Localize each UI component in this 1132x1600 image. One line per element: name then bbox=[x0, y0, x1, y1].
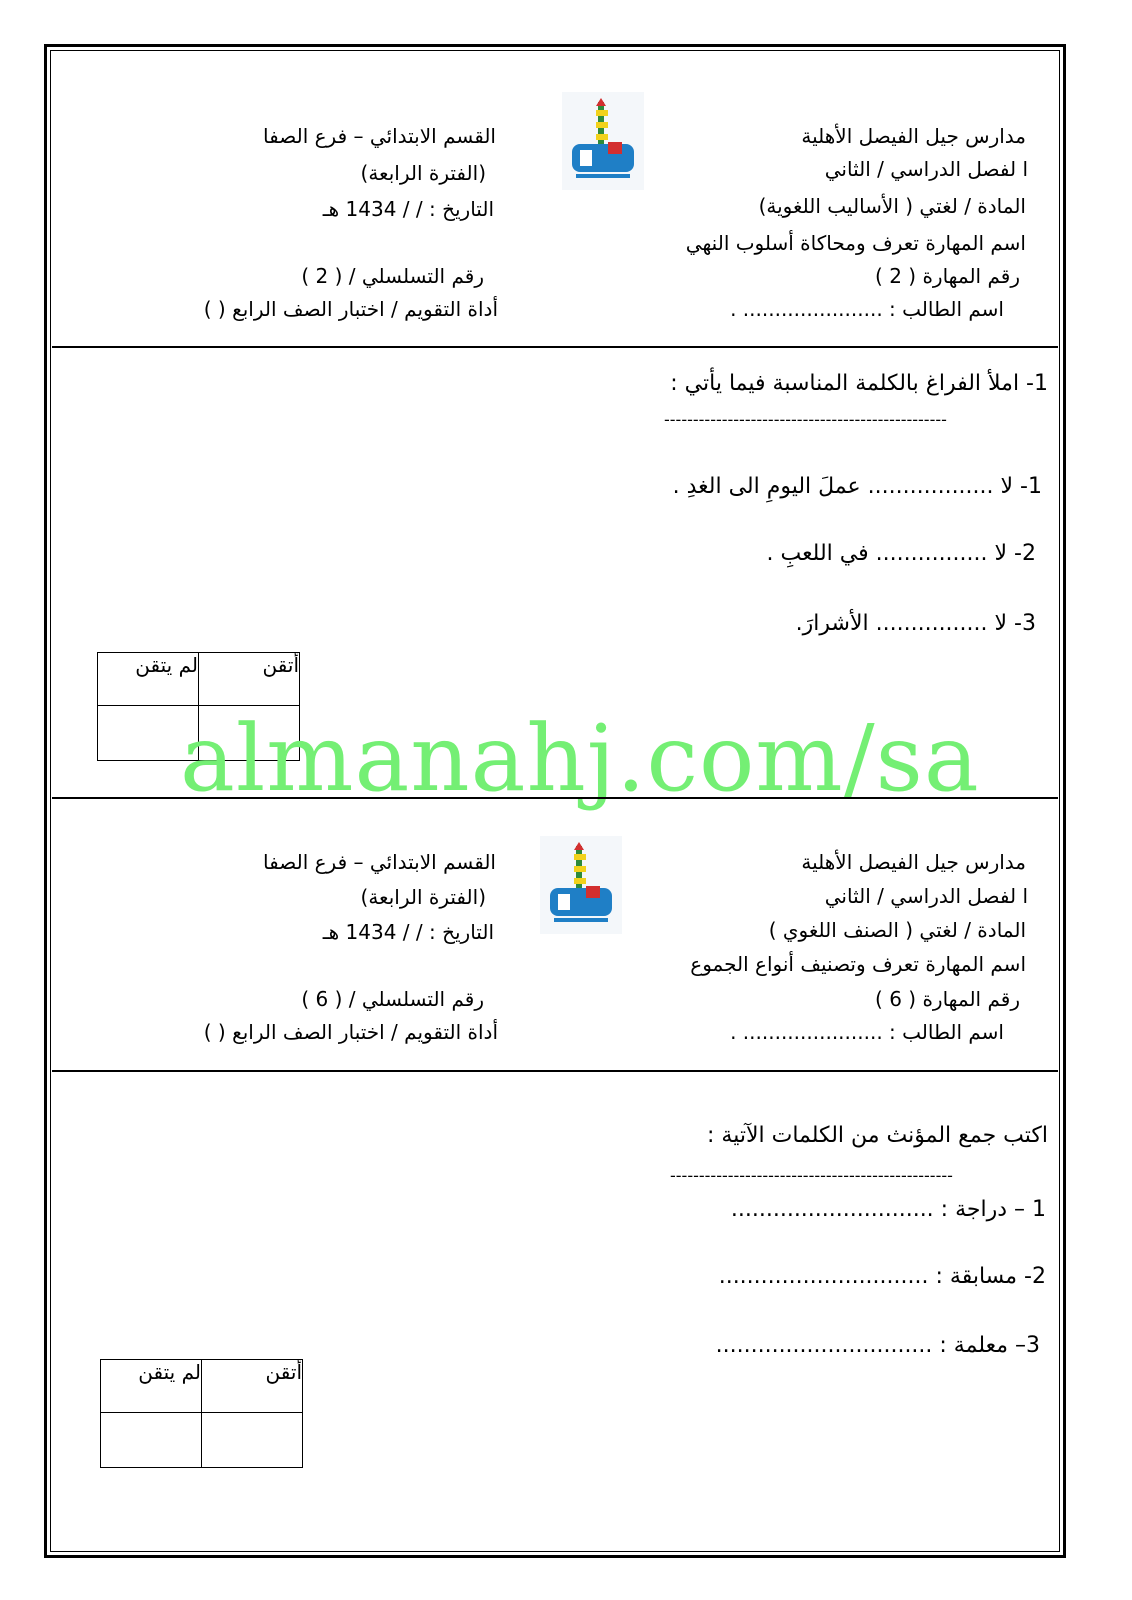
subject: المادة / لغتي ( الأساليب اللغوية) bbox=[758, 194, 1026, 218]
grade-mastered-cell[interactable] bbox=[202, 1413, 303, 1468]
student-name-field: اسم الطالب : ...................... . bbox=[730, 297, 1004, 321]
grade-mastered-header: أتقن bbox=[202, 1360, 303, 1413]
list-item: 3– معلمة : ............................... bbox=[715, 1333, 1040, 1358]
list-item: 2- مسابقة : .............................. bbox=[718, 1264, 1046, 1289]
student-name-field: اسم الطالب : ...................... . bbox=[730, 1020, 1004, 1044]
divider bbox=[52, 797, 1058, 799]
assessment-tool: أداة التقويم / اختبار الصف الرابع ( ) bbox=[203, 1020, 498, 1044]
watermark: almanahj.com/sa bbox=[180, 705, 980, 812]
list-item: 2- لا ................ في اللعبِ . bbox=[766, 541, 1036, 566]
division: القسم الابتدائي – فرع الصفا bbox=[263, 850, 496, 874]
school-name: مدارس جيل الفيصل الأهلية bbox=[801, 850, 1026, 874]
skill-number: رقم المهارة ( 6 ) bbox=[875, 987, 1020, 1011]
school-logo-icon bbox=[540, 836, 622, 934]
division: القسم الابتدائي – فرع الصفا bbox=[263, 124, 496, 148]
serial-number: رقم التسلسلي / ( 2 ) bbox=[301, 264, 484, 288]
period: (الفترة الرابعة) bbox=[360, 885, 486, 909]
grade-not-mastered-header: لم يتقن bbox=[98, 653, 199, 706]
grade-mastered-header: أتقن bbox=[199, 653, 300, 706]
divider bbox=[52, 1070, 1058, 1072]
assessment-tool: أداة التقويم / اختبار الصف الرابع ( ) bbox=[203, 297, 498, 321]
date: التاريخ : / / 1434 هـ bbox=[322, 197, 494, 221]
subject: المادة / لغتي ( الصنف اللغوي ) bbox=[768, 918, 1026, 942]
underline-dashes: ------------------------------------------------- bbox=[670, 1166, 953, 1185]
list-item: 3- لا ................ الأشرارَ. bbox=[795, 611, 1036, 636]
grade-not-mastered-header: لم يتقن bbox=[101, 1360, 202, 1413]
serial-number: رقم التسلسلي / ( 6 ) bbox=[301, 987, 484, 1011]
underline-dashes: ------------------------------------------------- bbox=[664, 410, 947, 429]
semester: ا لفصل الدراسي / الثاني bbox=[824, 884, 1028, 908]
school-name: مدارس جيل الفيصل الأهلية bbox=[801, 124, 1026, 148]
school-logo-icon bbox=[562, 92, 644, 190]
list-item: 1 – دراجة : ............................. bbox=[730, 1197, 1046, 1222]
period: (الفترة الرابعة) bbox=[360, 161, 486, 185]
date: التاريخ : / / 1434 هـ bbox=[322, 920, 494, 944]
list-item: 1- لا .................. عملَ اليومِ الى الغدِ . bbox=[672, 474, 1042, 499]
question-title: 1- املأ الفراغ بالكلمة المناسبة فيما يأتي : bbox=[670, 371, 1048, 396]
semester: ا لفصل الدراسي / الثاني bbox=[824, 157, 1028, 181]
grade-table bbox=[100, 1359, 303, 1468]
skill-name: اسم المهارة تعرف وتصنيف أنواع الجموع bbox=[690, 952, 1026, 976]
question-title: اكتب جمع المؤنث من الكلمات الآتية : bbox=[707, 1123, 1048, 1148]
grade-not-mastered-cell[interactable] bbox=[101, 1413, 202, 1468]
skill-number: رقم المهارة ( 2 ) bbox=[875, 264, 1020, 288]
skill-name: اسم المهارة تعرف ومحاكاة أسلوب النهي bbox=[685, 231, 1026, 255]
divider bbox=[52, 346, 1058, 348]
